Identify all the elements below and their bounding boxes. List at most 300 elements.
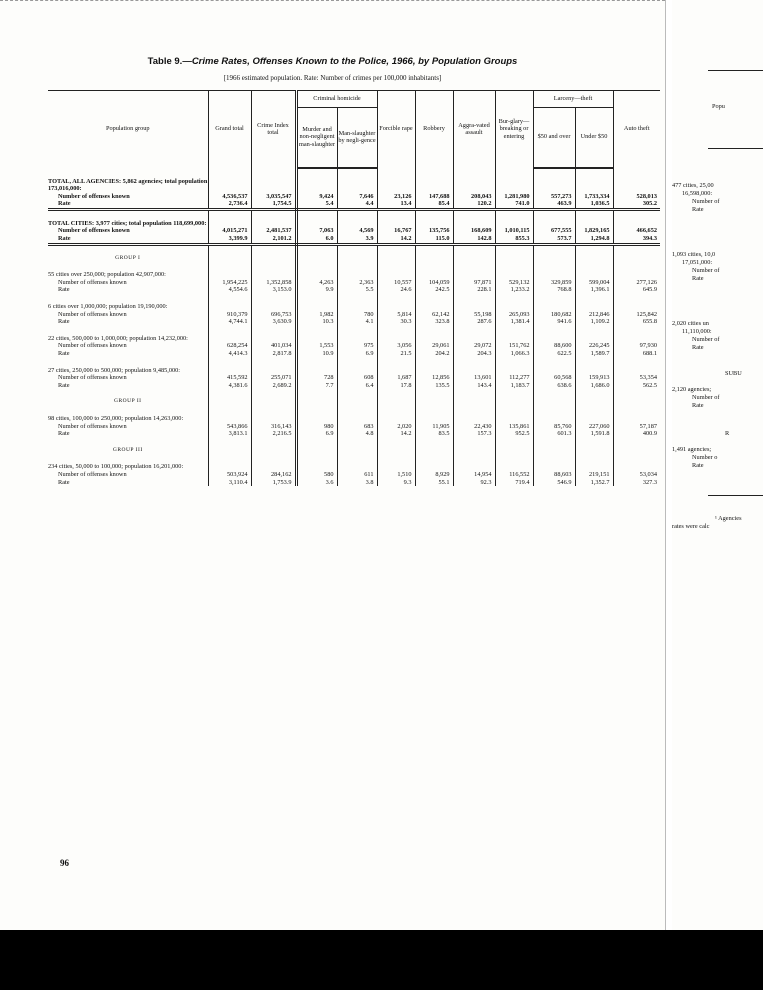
spacer-row xyxy=(48,358,660,367)
empty-cell xyxy=(533,463,575,471)
spacer-cell xyxy=(337,438,377,447)
empty-cell xyxy=(613,367,660,375)
spacer-cell xyxy=(533,389,575,398)
number-value: 88,603 xyxy=(533,471,575,479)
number-row xyxy=(48,471,660,479)
right-page-text: R xyxy=(725,430,730,437)
empty-cell xyxy=(453,178,495,193)
spacer-row xyxy=(48,438,660,447)
rate-value: 1,036.5 xyxy=(575,200,613,209)
empty-cell xyxy=(575,255,613,263)
number-value: 88,600 xyxy=(533,342,575,350)
rate-value: 120.2 xyxy=(453,200,495,209)
spacer-cell xyxy=(208,358,251,367)
spacer-cell xyxy=(337,209,377,220)
group-label: GROUP I xyxy=(48,255,208,263)
empty-cell xyxy=(613,255,660,263)
empty-cell xyxy=(613,303,660,311)
spacer-cell xyxy=(575,406,613,415)
number-label: Number of offenses known xyxy=(48,471,208,479)
spacer-cell xyxy=(48,209,208,220)
empty-cell xyxy=(377,335,415,343)
empty-cell xyxy=(495,447,533,455)
empty-cell xyxy=(208,415,251,423)
number-value: 466,652 xyxy=(636,227,657,235)
rate-value: 562.5 xyxy=(642,381,657,389)
spacer-cell xyxy=(296,168,337,178)
spacer-cell xyxy=(48,244,208,255)
number-value: 1,281,980 xyxy=(495,193,533,201)
spacer-cell xyxy=(337,406,377,415)
number-value: 14,954 xyxy=(453,471,495,479)
number-value: 910,379 xyxy=(208,311,251,319)
spacer-cell xyxy=(377,168,415,178)
section-label-row xyxy=(48,367,660,375)
right-page-text: Rate xyxy=(692,402,704,409)
spacer-cell xyxy=(453,326,495,335)
number-value: 528,013 xyxy=(636,192,657,200)
empty-cell xyxy=(533,335,575,343)
empty-cell xyxy=(453,447,495,455)
header-robbery: Robbery xyxy=(415,91,453,168)
empty-cell xyxy=(208,178,251,193)
rate-value: 242.5 xyxy=(415,286,453,294)
right-page-text: 1,093 cities, 10,0 xyxy=(672,251,716,258)
spacer-cell xyxy=(415,438,453,447)
number-label: Number of offenses known xyxy=(48,311,208,319)
empty-cell xyxy=(208,303,251,311)
number-label: Number of offenses known xyxy=(48,342,208,350)
empty-cell xyxy=(377,447,415,455)
empty-cell xyxy=(613,271,660,279)
rate-label: Rate xyxy=(48,286,208,294)
rate-value: 13.4 xyxy=(377,200,415,209)
empty-cell xyxy=(377,415,415,423)
rate-value: 3.8 xyxy=(337,479,377,487)
header-aggravated-assault: Aggra-vated assault xyxy=(453,91,495,168)
number-value: 611 xyxy=(337,471,377,479)
empty-cell xyxy=(415,303,453,311)
spacer-cell xyxy=(48,438,208,447)
empty-cell xyxy=(453,303,495,311)
rate-value: 4.1 xyxy=(337,318,377,326)
spacer-cell xyxy=(453,358,495,367)
rate-value: 1,381.4 xyxy=(495,318,533,326)
number-value: 7,646 xyxy=(337,193,377,201)
rate-value: 4,554.6 xyxy=(208,286,251,294)
empty-cell xyxy=(337,255,377,263)
right-page-text: Number of xyxy=(692,198,720,205)
spacer-cell xyxy=(575,244,613,255)
right-page-text: Number of xyxy=(692,336,720,343)
rate-row xyxy=(48,286,660,294)
rate-value: 1,396.1 xyxy=(575,286,613,294)
spacer-cell xyxy=(377,358,415,367)
empty-cell xyxy=(251,220,296,228)
empty-cell xyxy=(208,335,251,343)
number-value: 227,060 xyxy=(575,423,613,431)
number-value: 265,093 xyxy=(495,311,533,319)
rate-label: Rate xyxy=(48,350,208,358)
number-value: 180,682 xyxy=(533,311,575,319)
empty-cell xyxy=(495,255,533,263)
spacer-cell xyxy=(296,326,337,335)
number-value: 159,913 xyxy=(575,374,613,382)
number-row xyxy=(48,311,660,319)
empty-cell xyxy=(453,398,495,406)
number-value: 112,277 xyxy=(495,374,533,382)
spacer-cell xyxy=(533,168,575,178)
empty-cell xyxy=(296,463,337,471)
rate-value: 143.4 xyxy=(453,382,495,390)
empty-cell xyxy=(208,367,251,375)
empty-cell xyxy=(415,415,453,423)
number-label: Number of offenses known xyxy=(48,227,208,235)
number-value: 4,263 xyxy=(296,279,337,287)
rate-value: 2,736.4 xyxy=(208,200,251,209)
rate-value: 24.6 xyxy=(377,286,415,294)
empty-cell xyxy=(533,271,575,279)
rate-value: 204.3 xyxy=(453,350,495,358)
right-page-text: Number of xyxy=(692,394,720,401)
spacer-cell xyxy=(533,438,575,447)
empty-cell xyxy=(337,415,377,423)
empty-cell xyxy=(575,367,613,375)
right-page-rule xyxy=(708,70,763,71)
spacer-cell xyxy=(415,244,453,255)
spacer-cell xyxy=(453,209,495,220)
header-auto-theft: Auto theft xyxy=(613,91,660,168)
spacer-cell xyxy=(337,454,377,463)
spacer-cell xyxy=(251,358,296,367)
rate-value: 1,233.2 xyxy=(495,286,533,294)
section-label: 55 cities over 250,000; population 42,907,000: xyxy=(48,271,208,279)
spacer-cell xyxy=(208,168,251,178)
rate-value: 9.3 xyxy=(377,479,415,487)
right-page-text: 2,020 cities un xyxy=(672,320,709,327)
number-value: 780 xyxy=(337,311,377,319)
number-value: 208,043 xyxy=(453,193,495,201)
empty-cell xyxy=(453,463,495,471)
empty-cell xyxy=(337,447,377,455)
empty-cell xyxy=(296,178,337,193)
number-value: 23,126 xyxy=(377,193,415,201)
number-value: 529,132 xyxy=(495,279,533,287)
spacer-cell xyxy=(48,294,208,303)
rate-value: 14.2 xyxy=(377,430,415,438)
header-criminal-homicide: Criminal homicide xyxy=(296,91,377,108)
empty-cell xyxy=(415,335,453,343)
empty-cell xyxy=(415,178,453,193)
number-value: 7,063 xyxy=(296,227,337,235)
right-page-text: Rate xyxy=(692,275,704,282)
spacer-cell xyxy=(495,326,533,335)
empty-cell xyxy=(251,335,296,343)
empty-cell xyxy=(575,463,613,471)
number-value: 168,609 xyxy=(453,227,495,235)
number-value: 599,004 xyxy=(575,279,613,287)
rate-label: Rate xyxy=(48,200,208,209)
number-value: 980 xyxy=(296,423,337,431)
rate-value: 10.3 xyxy=(296,318,337,326)
header-forcible-rape: Forcible rape xyxy=(377,91,415,168)
empty-cell xyxy=(296,447,337,455)
rate-value: 1,109.2 xyxy=(575,318,613,326)
number-row xyxy=(48,227,660,235)
empty-cell xyxy=(613,447,660,455)
rate-value: 546.9 xyxy=(533,479,575,487)
rate-value: 135.5 xyxy=(415,382,453,390)
rate-value: 14.2 xyxy=(377,235,415,244)
right-page-rule xyxy=(708,148,763,149)
number-value: 329,859 xyxy=(533,279,575,287)
right-page-text: Rate xyxy=(692,462,704,469)
section-label-row xyxy=(48,303,660,311)
right-page-fragment xyxy=(672,0,763,930)
number-value: 212,846 xyxy=(575,311,613,319)
empty-cell xyxy=(453,335,495,343)
empty-cell xyxy=(377,367,415,375)
spacer-cell xyxy=(296,438,337,447)
empty-cell xyxy=(613,463,660,471)
rate-label: Rate xyxy=(48,479,208,487)
empty-cell xyxy=(296,303,337,311)
rate-value: 55.1 xyxy=(415,479,453,487)
rate-value: 92.3 xyxy=(453,479,495,487)
rate-value: 4.4 xyxy=(337,200,377,209)
rate-value: 85.4 xyxy=(415,200,453,209)
number-value: 557,273 xyxy=(533,193,575,201)
empty-cell xyxy=(575,220,613,228)
empty-cell xyxy=(251,303,296,311)
spacer-cell xyxy=(377,209,415,220)
number-value: 284,162 xyxy=(251,471,296,479)
spacer-cell xyxy=(613,262,660,271)
number-value: 677,555 xyxy=(533,227,575,235)
number-value: 12,856 xyxy=(415,374,453,382)
number-value: 57,187 xyxy=(639,422,657,430)
section-label-row xyxy=(48,271,660,279)
empty-cell xyxy=(495,271,533,279)
number-value: 135,756 xyxy=(415,227,453,235)
rate-value: 1,352.7 xyxy=(575,479,613,487)
spacer-cell xyxy=(296,406,337,415)
spacer-cell xyxy=(251,209,296,220)
spacer-cell xyxy=(533,209,575,220)
rate-value: 10.9 xyxy=(296,350,337,358)
empty-cell xyxy=(377,271,415,279)
table-body xyxy=(48,168,660,487)
number-value: 53,034 xyxy=(639,470,657,478)
spacer-cell xyxy=(495,389,533,398)
number-row xyxy=(48,193,660,201)
rate-value: 1,686.0 xyxy=(575,382,613,390)
number-value: 125,842 xyxy=(636,310,657,318)
empty-cell xyxy=(296,367,337,375)
header-larceny-theft: Larceny—theft xyxy=(533,91,613,108)
spacer-cell xyxy=(533,326,575,335)
spacer-row xyxy=(48,244,660,255)
number-value: 4,015,271 xyxy=(208,227,251,235)
spacer-cell xyxy=(415,454,453,463)
rate-row xyxy=(48,350,660,358)
rate-label: Rate xyxy=(48,235,208,244)
spacer-cell xyxy=(575,168,613,178)
spacer-cell xyxy=(251,389,296,398)
number-value: 683 xyxy=(337,423,377,431)
spacer-cell xyxy=(575,294,613,303)
empty-cell xyxy=(533,255,575,263)
number-value: 9,424 xyxy=(296,193,337,201)
section-label-row xyxy=(48,463,660,471)
number-value: 543,866 xyxy=(208,423,251,431)
number-value: 29,072 xyxy=(453,342,495,350)
section-label: TOTAL CITIES: 3,977 cities; total population 118,699,000: xyxy=(48,219,207,227)
number-value: 97,930 xyxy=(639,342,657,350)
number-value: 1,829,165 xyxy=(575,227,613,235)
empty-cell xyxy=(296,220,337,228)
spacer-cell xyxy=(453,406,495,415)
number-value: 55,198 xyxy=(453,311,495,319)
spacer-cell xyxy=(533,244,575,255)
rate-label: Rate xyxy=(48,318,208,326)
section-label-row xyxy=(48,415,660,423)
number-value: 2,481,537 xyxy=(251,227,296,235)
spacer-cell xyxy=(613,294,660,303)
spacer-cell xyxy=(208,438,251,447)
number-value: 1,687 xyxy=(377,374,415,382)
number-value: 147,688 xyxy=(415,193,453,201)
spacer-cell xyxy=(613,244,660,255)
empty-cell xyxy=(415,220,453,228)
number-value: 415,592 xyxy=(208,374,251,382)
rate-row xyxy=(48,235,660,244)
spacer-cell xyxy=(337,168,377,178)
rate-row xyxy=(48,318,660,326)
spacer-cell xyxy=(377,454,415,463)
rate-value: 622.5 xyxy=(533,350,575,358)
header-population-group: Population group xyxy=(48,91,208,168)
empty-cell xyxy=(296,398,337,406)
right-page-text: 2,120 agencies; xyxy=(672,386,712,393)
empty-cell xyxy=(575,415,613,423)
spacer-cell xyxy=(495,244,533,255)
spacer-cell xyxy=(251,294,296,303)
number-value: 401,034 xyxy=(251,342,296,350)
empty-cell xyxy=(208,220,251,228)
spacer-cell xyxy=(613,326,660,335)
group-row xyxy=(48,447,660,455)
empty-cell xyxy=(337,178,377,193)
header-larceny-under-50: Under $50 xyxy=(575,108,613,168)
empty-cell xyxy=(337,271,377,279)
spacer-cell xyxy=(251,454,296,463)
right-page-text: Number o xyxy=(692,454,718,461)
spacer-cell xyxy=(453,244,495,255)
empty-cell xyxy=(296,271,337,279)
number-value: 1,010,115 xyxy=(495,227,533,235)
spacer-cell xyxy=(208,406,251,415)
rate-value: 394.3 xyxy=(613,235,660,244)
empty-cell xyxy=(495,303,533,311)
spacer-cell xyxy=(533,358,575,367)
rate-value: 400.9 xyxy=(642,430,657,438)
spacer-cell xyxy=(613,406,660,415)
empty-cell xyxy=(495,220,533,228)
group-label: GROUP III xyxy=(48,447,208,455)
spacer-cell xyxy=(575,209,613,220)
empty-cell xyxy=(415,398,453,406)
empty-cell xyxy=(377,303,415,311)
top-edge xyxy=(0,0,665,5)
empty-cell xyxy=(533,398,575,406)
spacer-cell xyxy=(495,406,533,415)
empty-cell xyxy=(495,463,533,471)
spacer-cell xyxy=(415,294,453,303)
rate-value: 287.6 xyxy=(453,318,495,326)
spacer-cell xyxy=(495,262,533,271)
spacer-cell xyxy=(613,358,660,367)
spacer-cell xyxy=(415,168,453,178)
crime-rates-table xyxy=(48,90,660,486)
number-value: 975 xyxy=(337,342,377,350)
spacer-cell xyxy=(575,262,613,271)
empty-cell xyxy=(453,220,495,228)
number-value: 11,905 xyxy=(415,423,453,431)
spacer-cell xyxy=(453,294,495,303)
number-value: 226,245 xyxy=(575,342,613,350)
number-value: 277,126 xyxy=(636,278,657,286)
spacer-cell xyxy=(296,244,337,255)
number-row xyxy=(48,423,660,431)
number-value: 2,020 xyxy=(377,423,415,431)
spacer-cell xyxy=(208,454,251,463)
spacer-cell xyxy=(48,389,208,398)
section-label-row xyxy=(48,335,660,343)
spacer-cell xyxy=(613,168,660,178)
spacer-cell xyxy=(296,454,337,463)
empty-cell xyxy=(575,178,613,193)
spacer-cell xyxy=(575,326,613,335)
empty-cell xyxy=(208,463,251,471)
spacer-cell xyxy=(453,389,495,398)
empty-cell xyxy=(533,367,575,375)
number-value: 696,753 xyxy=(251,311,296,319)
spacer-cell xyxy=(415,389,453,398)
spacer-cell xyxy=(575,454,613,463)
spacer-cell xyxy=(453,454,495,463)
rate-value: 327.3 xyxy=(642,478,657,486)
empty-cell xyxy=(575,398,613,406)
rate-value: 768.8 xyxy=(533,286,575,294)
number-label: Number of offenses known xyxy=(48,193,208,201)
rate-value: 601.3 xyxy=(533,430,575,438)
spacer-cell xyxy=(495,454,533,463)
spacer-cell xyxy=(377,438,415,447)
spacer-cell xyxy=(377,244,415,255)
spacer-cell xyxy=(415,262,453,271)
rate-value: 21.5 xyxy=(377,350,415,358)
number-value: 255,071 xyxy=(251,374,296,382)
number-value: 62,142 xyxy=(415,311,453,319)
spacer-cell xyxy=(337,244,377,255)
rate-value: 323.8 xyxy=(415,318,453,326)
rate-value: 741.0 xyxy=(495,200,533,209)
spacer-cell xyxy=(613,454,660,463)
spacer-cell xyxy=(337,389,377,398)
empty-cell xyxy=(377,220,415,228)
rate-value: 6.9 xyxy=(296,430,337,438)
